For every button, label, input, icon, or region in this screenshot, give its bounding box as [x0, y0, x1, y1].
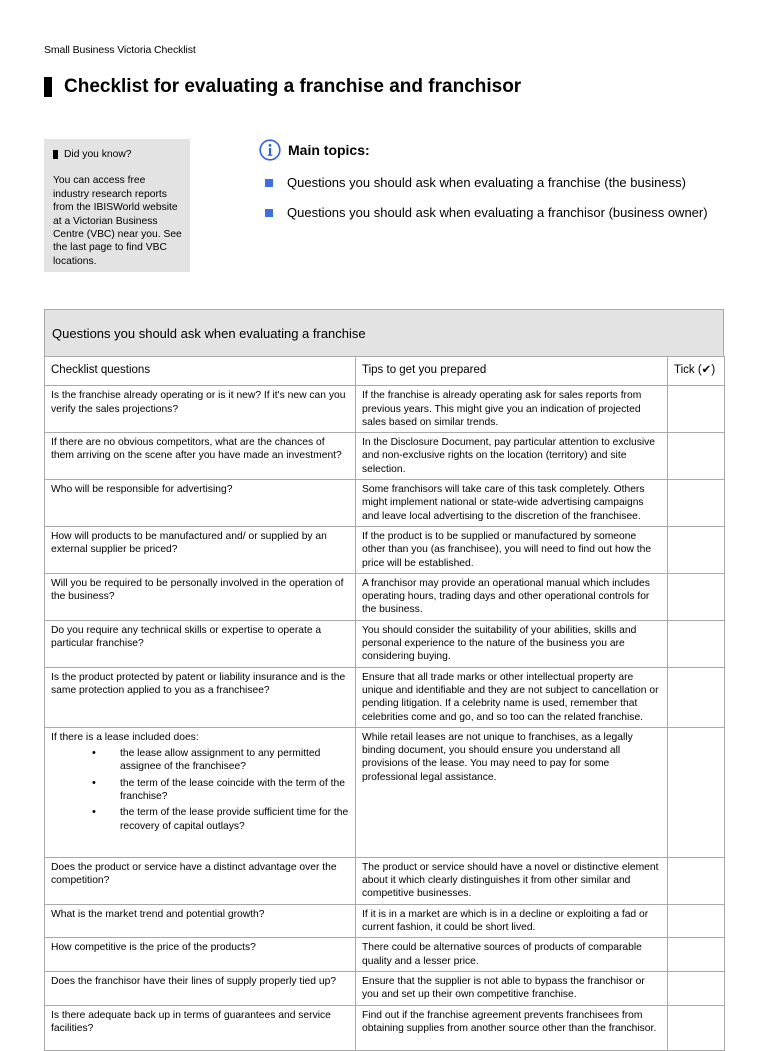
- tip-cell: The product or service should have a novel or distinctive element about it which clearly distinguishes it from other similar and competitive businesses.: [356, 857, 668, 904]
- checklist-table: [44, 356, 725, 1051]
- question-cell: [45, 573, 356, 620]
- sublist-item: • the term of the lease provide sufficient time for the recovery of capital outlays?: [120, 806, 349, 833]
- tip-cell: A franchisor may provide an operational manual which includes operating hours, trading days and other operational controls for the business.: [356, 573, 668, 620]
- column-header-tips: Tips to get you prepared: [356, 357, 668, 386]
- tip-cell: If it is in a market are which is in a decline or exploiting a fad or current fashion, it could be short lived.: [356, 904, 668, 938]
- tip-cell: If the product is to be supplied or manufactured by someone other than you (as franchisee), you will need to find out how the price will be established.: [356, 526, 668, 573]
- table-header-row: [45, 357, 725, 386]
- did-you-know-heading-row: [53, 148, 182, 161]
- question-text: Is there adequate back up in terms of guarantees and service facilities?: [51, 1009, 331, 1034]
- table-row: [45, 667, 725, 727]
- table-row: [45, 1005, 725, 1050]
- tip-cell: Ensure that all trade marks or other intellectual property are unique and identifiable and they are not subject to cancellation or pending litigation. If a celebrity name is used, remember that celebrities come and go, and so too can the related franchise.: [356, 667, 668, 727]
- question-cell: [45, 971, 356, 1005]
- question-text: Does the franchisor have their lines of supply properly tied up?: [51, 975, 337, 987]
- tip-cell: In the Disclosure Document, pay particular attention to exclusive and non-exclusive rights on the location (territory) and site selection.: [356, 433, 668, 480]
- question-text: How will products to be manufactured and/ or supplied by an external supplier be priced?: [51, 530, 327, 556]
- info-icon: [259, 139, 281, 161]
- tick-cell[interactable]: [668, 573, 725, 620]
- column-header-questions: Checklist questions: [45, 357, 356, 386]
- topic-label: Questions you should ask when evaluating a franchisor (business owner): [287, 205, 708, 220]
- question-sublist: [51, 747, 349, 833]
- question-text: Do you require any technical skills or expertise to operate a particular franchise?: [51, 624, 322, 650]
- main-topics-title: Main topics:: [288, 142, 370, 158]
- question-text: If there are no obvious competitors, what are the chances of them arriving on the scene after you have made an investment?: [51, 437, 342, 462]
- did-you-know-panel: [44, 139, 190, 272]
- title-row: [44, 76, 521, 98]
- question-cell: [45, 667, 356, 727]
- question-text: Will you be required to be personally involved in the operation of the business?: [51, 577, 344, 603]
- tick-cell[interactable]: [668, 938, 725, 972]
- tick-cell[interactable]: [668, 620, 725, 667]
- tick-cell[interactable]: [668, 857, 725, 904]
- document-header: Small Business Victoria Checklist: [44, 44, 196, 56]
- table-row: [45, 433, 725, 480]
- title-marker: [44, 77, 52, 97]
- tip-cell: There could be alternative sources of products of comparable quality and a lesser price.: [356, 938, 668, 972]
- topic-item[interactable]: [265, 175, 686, 190]
- topic-bullet-icon: [265, 209, 273, 217]
- did-you-know-heading: Did you know?: [64, 149, 132, 160]
- tick-cell[interactable]: [668, 971, 725, 1005]
- table-row: [45, 620, 725, 667]
- table-caption: Questions you should ask when evaluating a franchise: [44, 309, 724, 356]
- question-text: If there is a lease included does:: [51, 731, 199, 743]
- question-cell: [45, 480, 356, 527]
- sublist-item: • the term of the lease coincide with the term of the franchise?: [120, 777, 349, 804]
- question-text: Is the franchise already operating or is it new? If it's new can you verify the sales projections?: [51, 390, 346, 415]
- page-title: Checklist for evaluating a franchise and franchisor: [64, 76, 522, 97]
- table-row: [45, 526, 725, 573]
- tip-cell: Find out if the franchise agreement prevents franchisees from obtaining supplies from another source other than the franchisor.: [356, 1005, 668, 1050]
- question-cell: [45, 904, 356, 938]
- tick-cell[interactable]: [668, 433, 725, 480]
- tip-cell: Ensure that the supplier is not able to bypass the franchisor or you and set up their own competitive franchise.: [356, 971, 668, 1005]
- tip-cell: While retail leases are not unique to franchises, as a legally binding document, you should ensure you understand all provisions of the lease. You may need to pay for some professional legal assistance.: [356, 727, 668, 857]
- table-row: [45, 573, 725, 620]
- question-cell: [45, 857, 356, 904]
- tip-cell: Some franchisors will take care of this task completely. Others might implement national or state-wide advertising campaigns and leave local advertising to the discretion of the franchisee.: [356, 480, 668, 527]
- table-row: [45, 480, 725, 527]
- tick-cell[interactable]: [668, 727, 725, 857]
- question-cell: [45, 1005, 356, 1050]
- question-cell: [45, 727, 356, 857]
- question-text: What is the market trend and potential growth?: [51, 908, 265, 920]
- question-text: Does the product or service have a distinct advantage over the competition?: [51, 861, 337, 887]
- table-row: [45, 971, 725, 1005]
- tick-cell[interactable]: [668, 667, 725, 727]
- topic-label: Questions you should ask when evaluating a franchise (the business): [287, 175, 686, 190]
- did-you-know-marker: [53, 150, 58, 159]
- tick-cell[interactable]: [668, 904, 725, 938]
- table-row: [45, 938, 725, 972]
- sublist-item: • the lease allow assignment to any permitted assignee of the franchisee?: [120, 747, 349, 774]
- question-text: Is the product protected by patent or liability insurance and is the same protection applied to you as a franchisee?: [51, 671, 346, 696]
- franchise-checklist: [44, 309, 724, 1051]
- main-topics: [259, 139, 739, 220]
- column-header-tick: Tick (✔): [668, 357, 725, 386]
- tip-cell: You should consider the suitability of your abilities, skills and personal experience to the nature of the business you are considering buying.: [356, 620, 668, 667]
- question-cell: [45, 433, 356, 480]
- table-row: [45, 904, 725, 938]
- question-text: Who will be responsible for advertising?: [51, 484, 233, 496]
- question-cell: [45, 938, 356, 972]
- question-cell: [45, 620, 356, 667]
- question-cell: [45, 386, 356, 433]
- tick-cell[interactable]: [668, 1005, 725, 1050]
- table-row: [45, 727, 725, 857]
- table-row: [45, 386, 725, 433]
- topic-item[interactable]: [265, 205, 708, 220]
- did-you-know-body: You can access free industry research reports from the IBISWorld website at a Victorian Business Centre (VBC) near you. See the last page to find VBC locations.: [53, 175, 182, 267]
- tip-cell: If the franchise is already operating ask for sales reports from previous years. This might give you an indication of projected sales based on similar trends.: [356, 386, 668, 433]
- table-row: [45, 857, 725, 904]
- topic-bullet-icon: [265, 179, 273, 187]
- tick-cell[interactable]: [668, 386, 725, 433]
- question-text: How competitive is the price of the products?: [51, 942, 256, 954]
- tick-cell[interactable]: [668, 526, 725, 573]
- question-cell: [45, 526, 356, 573]
- main-topics-heading-row: [259, 139, 739, 161]
- tick-cell[interactable]: [668, 480, 725, 527]
